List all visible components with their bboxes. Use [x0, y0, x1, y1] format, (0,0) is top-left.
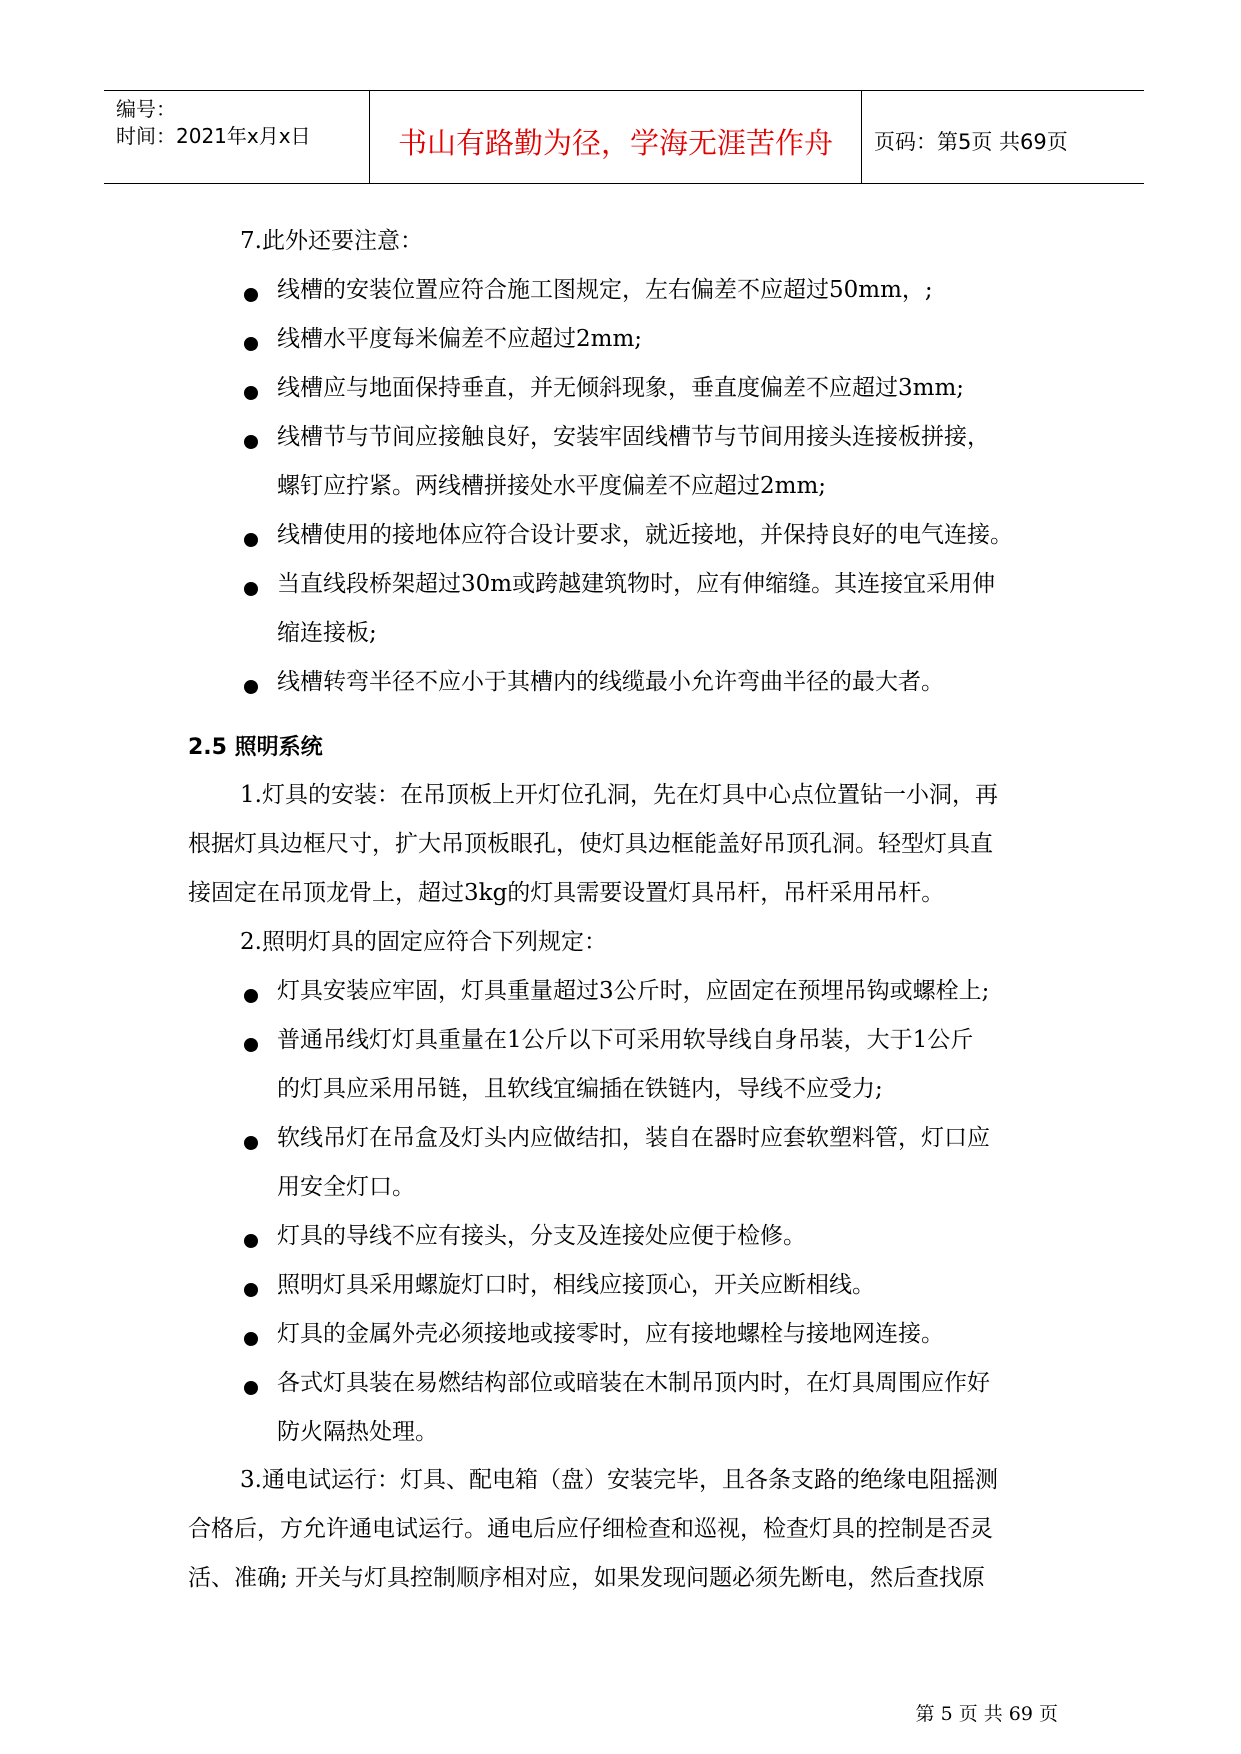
document-time-label: 时间：2021年x月x日: [116, 124, 311, 148]
wiring-bullet-7-line-1: 线槽转弯半径不应小于其槽内的线缆最小允许弯曲半径的最大者。: [277, 669, 944, 695]
bullet-dot-icon: [244, 435, 258, 449]
header-motto: 书山有路勤为径，学海无涯苦作舟: [397, 126, 833, 160]
bullet-dot-icon: [244, 1381, 258, 1395]
lighting-bullet-3-line-1: 软线吊灯在吊盒及灯头内应做结扣，装自在器时应套软塑料管，灯口应: [277, 1125, 990, 1151]
wiring-bullet-6-line-1: 当直线段桥架超过30m或跨越建筑物时，应有伸缩缝。其连接宜采用伸: [277, 571, 996, 597]
header-left-cell: [104, 91, 370, 183]
bullet-dot-icon: [244, 1234, 258, 1248]
wiring-bullet-4-line-1: 线槽节与节间应接触良好，安装牢固线槽节与节间用接头连接板拼接，: [277, 424, 990, 450]
wiring-bullet-4-line-2: 螺钉应拧紧。两线槽拼接处水平度偏差不应超过2mm;: [277, 473, 827, 499]
lighting-bullet-3-line-2: 用安全灯口。: [277, 1174, 415, 1200]
lighting-bullet-6-line-1: 灯具的金属外壳必须接地或接零时，应有接地螺栓与接地网连接。: [277, 1321, 944, 1347]
wiring-bullet-6-line-2: 缩连接板;: [277, 620, 377, 646]
bullet-dot-icon: [244, 582, 258, 596]
lighting-bullet-7-line-1: 各式灯具装在易燃结构部位或暗装在木制吊顶内时，在灯具周围应作好: [277, 1370, 990, 1396]
lighting-bullet-7-line-2: 防火隔热处理。: [277, 1419, 438, 1445]
lighting-para-3-line-2: 合格后，方允许通电试运行。通电后应仔细检查和巡视，检查灯具的控制是否灵: [188, 1516, 993, 1542]
lighting-para-2: 2.照明灯具的固定应符合下列规定：: [240, 929, 607, 955]
bullet-dot-icon: [244, 989, 258, 1003]
lighting-bullet-2-line-2: 的灯具应采用吊链，且软线宜编插在铁链内，导线不应受力;: [277, 1076, 883, 1102]
document-number-label: 编号：: [116, 97, 176, 121]
page-header: [104, 90, 1144, 184]
bullet-dot-icon: [244, 1136, 258, 1150]
header-page-label: 页码：第5页 共69页: [874, 130, 1068, 154]
header-center-cell: [370, 91, 862, 183]
lighting-bullet-2-line-1: 普通吊线灯灯具重量在1公斤以下可采用软导线自身吊装，大于1公斤: [277, 1027, 974, 1053]
wiring-bullet-2-line-1: 线槽水平度每米偏差不应超过2mm;: [277, 326, 643, 352]
bullet-dot-icon: [244, 288, 258, 302]
lighting-para-3-line-3: 活、准确; 开关与灯具控制顺序相对应，如果发现问题必须先断电，然后查找原: [188, 1565, 986, 1591]
bullet-dot-icon: [244, 533, 258, 547]
lighting-para-1-line-2: 根据灯具边框尺寸，扩大吊顶板眼孔，使灯具边框能盖好吊顶孔洞。轻型灯具直: [188, 831, 993, 857]
bullet-dot-icon: [244, 386, 258, 400]
section-7-intro: 7.此外还要注意：: [240, 228, 423, 254]
lighting-bullet-4-line-1: 灯具的导线不应有接头，分支及连接处应便于检修。: [277, 1223, 806, 1249]
section-heading-2-5: 2.5 照明系统: [188, 735, 323, 760]
lighting-para-3-line-1: 3.通电试运行：灯具、配电箱（盘）安装完毕，且各条支路的绝缘电阻摇测: [240, 1467, 998, 1493]
bullet-dot-icon: [244, 680, 258, 694]
wiring-bullet-1-line-1: 线槽的安装位置应符合施工图规定，左右偏差不应超过50mm，;: [277, 277, 933, 303]
page-footer: 第 5 页 共 69 页: [915, 1703, 1058, 1725]
bullet-dot-icon: [244, 1038, 258, 1052]
wiring-bullet-5-line-1: 线槽使用的接地体应符合设计要求，就近接地，并保持良好的电气连接。: [277, 522, 1013, 548]
bullet-dot-icon: [244, 1283, 258, 1297]
bullet-dot-icon: [244, 337, 258, 351]
header-right-cell: [862, 91, 1144, 183]
lighting-para-1-line-3: 接固定在吊顶龙骨上，超过3kg的灯具需要设置灯具吊杆，吊杆采用吊杆。: [188, 880, 945, 906]
wiring-bullet-3-line-1: 线槽应与地面保持垂直，并无倾斜现象，垂直度偏差不应超过3mm;: [277, 375, 965, 401]
lighting-bullet-1-line-1: 灯具安装应牢固，灯具重量超过3公斤时，应固定在预埋吊钩或螺栓上;: [277, 978, 990, 1004]
lighting-bullet-5-line-1: 照明灯具采用螺旋灯口时，相线应接顶心，开关应断相线。: [277, 1272, 875, 1298]
bullet-dot-icon: [244, 1332, 258, 1346]
lighting-para-1-line-1: 1.灯具的安装：在吊顶板上开灯位孔洞，先在灯具中心点位置钻一小洞，再: [240, 782, 998, 808]
